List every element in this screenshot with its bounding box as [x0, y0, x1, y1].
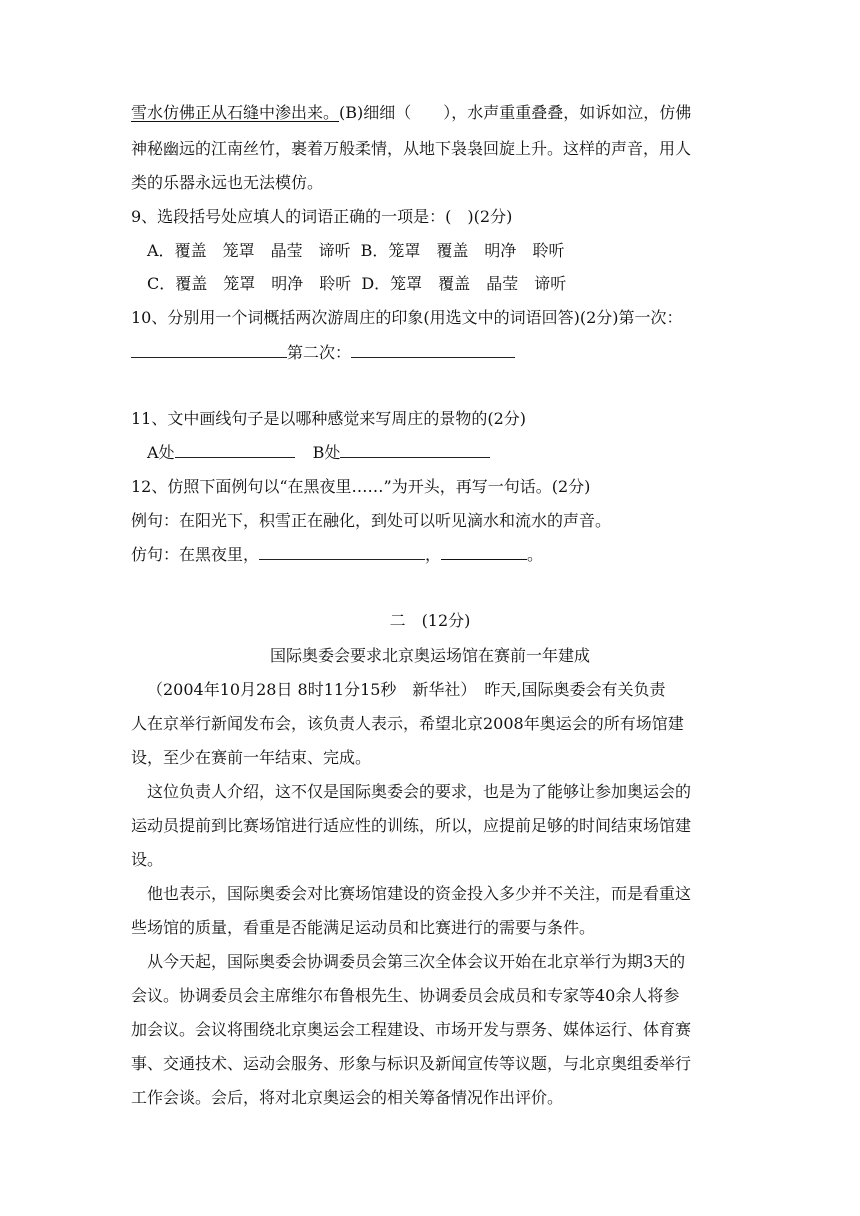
option-c-word-2: 笼罩: [223, 274, 256, 293]
option-b-word-3: 明净: [484, 241, 517, 260]
passage-line-1: [131, 103, 691, 123]
option-d-letter: D．: [361, 274, 391, 293]
passage-line-2: 神秘幽远的江南丝竹，裹着万般柔情，从地下袅袅回旋上升。这样的声音，用人: [131, 139, 692, 158]
question-11-stem: 11、文中画线句子是以哪种感觉来写周庄的景物的(2分): [131, 409, 527, 428]
option-d-word-1: 笼罩: [390, 274, 423, 293]
answer-blank-imitation-2[interactable]: [441, 545, 527, 560]
article-p2-line-3: 设。: [131, 850, 164, 869]
answer-blank-a[interactable]: [175, 443, 295, 458]
imitation-line: [131, 545, 543, 565]
article-p1-line-2: 人在京举行新闻发布会，该负责人表示，希望北京2008年奥运会的所有场馆建: [131, 714, 684, 733]
passage-line-1-rest: (B)细细（ ），水声重重叠叠，如诉如泣，仿佛: [339, 103, 692, 122]
second-visit-label: 第二次：: [287, 343, 352, 362]
option-c-letter: C．: [147, 274, 176, 293]
answer-blank-second-visit[interactable]: [351, 343, 515, 358]
option-b-word-1: 笼罩: [388, 241, 421, 260]
article-p4-line-3: 加会议。会议将围绕北京奥运会工程建设、市场开发与票务、媒体运行、体育赛: [131, 1020, 692, 1039]
imitation-period: 。: [527, 545, 544, 564]
question-12-stem: 12、仿照下面例句以“在黑夜里……”为开头，再写一句话。(2分): [131, 477, 591, 496]
article-p4-line-1: 从今天起，国际奥委会协调委员会第三次全体会议开始在北京举行为期3天的: [147, 952, 686, 971]
question-10-stem: 10、分别用一个词概括两次游周庄的印象(用选文中的词语回答)(2分)第一次：: [131, 308, 683, 327]
option-c-word-3: 明净: [271, 274, 304, 293]
section-2-heading: 二 (12分): [389, 611, 471, 630]
question-11-answers: [147, 443, 490, 463]
a-label: A处: [147, 443, 175, 462]
option-b-letter: B．: [360, 241, 389, 260]
answer-blank-first-visit[interactable]: [131, 343, 287, 358]
question-9-stem: 9、选段括号处应填人的词语正确的一项是：( )(2分): [131, 207, 513, 226]
option-d-word-4: 谛听: [534, 274, 567, 293]
answer-blank-b[interactable]: [340, 443, 490, 458]
question-9-options-cd: [147, 274, 566, 294]
article-p1-line-1: （2004年10月28日 8时11分15秒 新华社） 昨天,国际奥委会有关负责: [147, 680, 666, 699]
option-d-word-2: 覆盖: [438, 274, 471, 293]
article-p3-line-2: 些场馆的质量，看重是否能满足运动员和比赛进行的需要与条件。: [131, 918, 596, 937]
underlined-sentence-a: 雪水仿佛正从石缝中渗出来。: [131, 103, 340, 122]
article-p2-line-2: 运动员提前到比赛场馆进行适应性的训练，所以，应提前足够的时间结束场馆建: [131, 816, 692, 835]
article-p1-line-3: 设，至少在赛前一年结束、完成。: [131, 748, 372, 767]
option-c-word-1: 覆盖: [175, 274, 208, 293]
passage-line-3: 类的乐器永远也无法模仿。: [131, 173, 324, 192]
option-c-word-4: 聆听: [319, 274, 352, 293]
option-a-word-3: 晶莹: [270, 241, 303, 260]
option-b-word-4: 聆听: [532, 241, 565, 260]
article-p4-line-5: 工作会谈。会后，将对北京奥运会的相关筹备情况作出评价。: [131, 1088, 564, 1107]
answer-blank-imitation-1[interactable]: [259, 545, 425, 560]
question-9-options-ab: [147, 241, 564, 261]
option-b-word-2: 覆盖: [436, 241, 469, 260]
imitation-comma: ，: [425, 545, 442, 564]
option-d-word-3: 晶莹: [486, 274, 519, 293]
article-p4-line-4: 事、交通技术、运动会服务、形象与标识及新闻宣传等议题，与北京奥组委举行: [131, 1054, 692, 1073]
article-p3-line-1: 他也表示，国际奥委会对比赛场馆建设的资金投入多少并不关注，而是看重这: [147, 884, 692, 903]
article-p2-line-1: 这位负责人介绍，这不仅是国际奥委会的要求，也是为了能够让参加奥运会的: [147, 782, 692, 801]
option-a-letter: A．: [147, 241, 175, 260]
example-sentence: 例句：在阳光下，积雪正在融化，到处可以听见滴水和流水的声音。: [131, 511, 612, 530]
option-a-word-2: 笼罩: [222, 241, 255, 260]
imitation-label: 仿句：在黑夜里，: [131, 545, 260, 564]
question-10-answers: [131, 343, 515, 363]
option-a-word-1: 覆盖: [174, 241, 207, 260]
article-p4-line-2: 会议。协调委员会主席维尔布鲁根先生、协调委员会成员和专家等40余人将参: [131, 986, 680, 1005]
b-label: B处: [312, 443, 341, 462]
article-title: 国际奥委会要求北京奥运场馆在赛前一年建成: [269, 646, 590, 665]
option-a-word-4: 谛听: [318, 241, 351, 260]
